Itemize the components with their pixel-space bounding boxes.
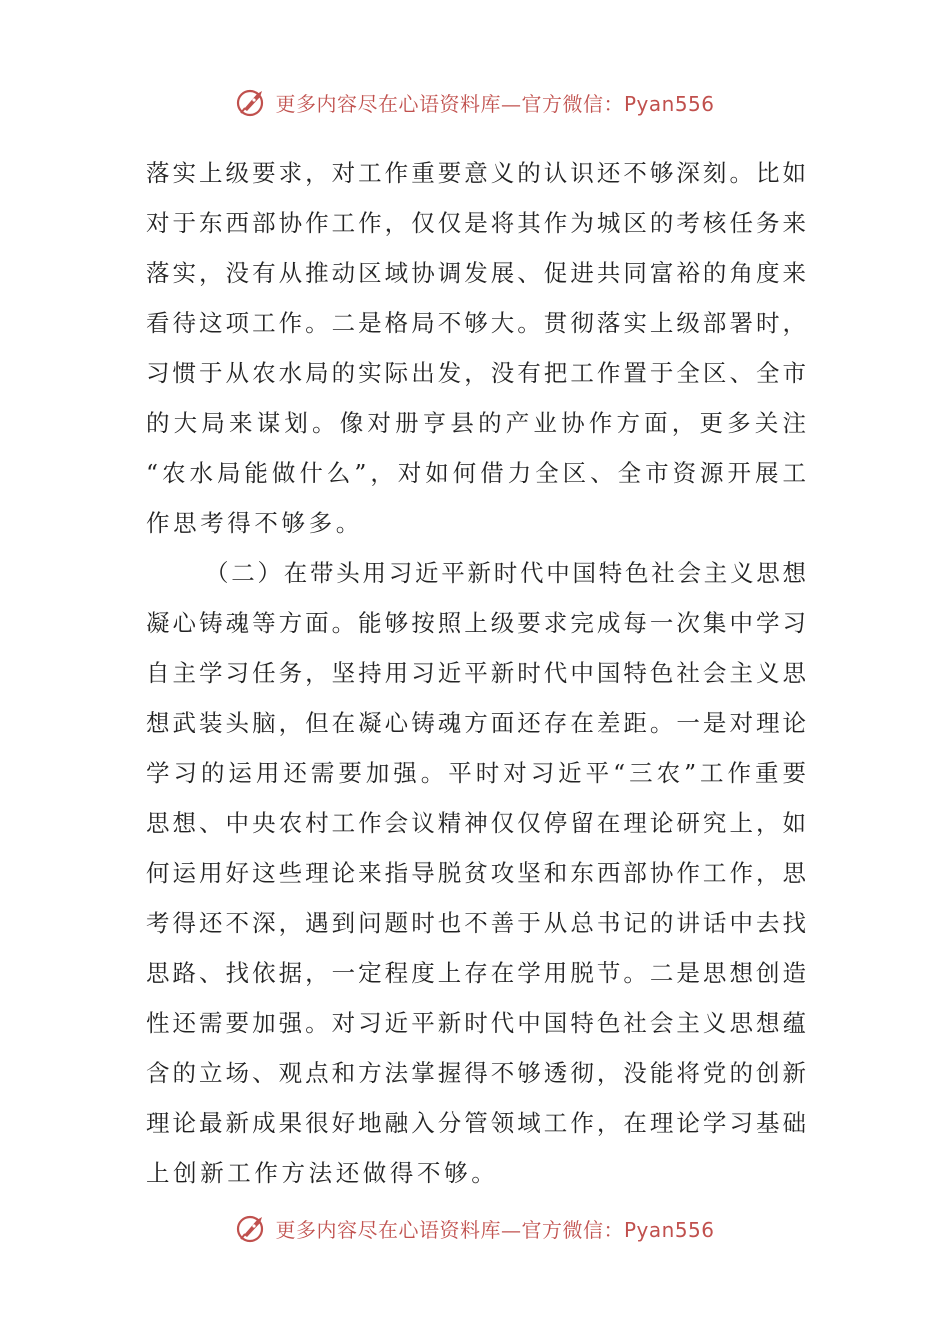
paragraph [146,548,806,1198]
text-line: 落实，没有从推动区域协调发展、促进共同富裕的角度来 [146,259,806,287]
text-line: 思路、找依据，一定程度上存在学用脱节。二是思想创造 [146,959,806,987]
text-line: 作思考得不够多。 [146,509,363,537]
text-line: 性还需要加强。对习近平新时代中国特色社会主义思想蕴 [146,1009,806,1037]
text-line: 习惯于从农水局的实际出发，没有把工作置于全区、全市 [146,359,806,387]
paragraph [146,148,806,548]
footer-banner [0,1208,950,1248]
text-line: 含的立场、观点和方法掌握得不够透彻，没能将党的创新 [146,1059,806,1087]
text-line: 考得还不深，遇到问题时也不善于从总书记的讲话中去找 [146,909,806,937]
text-line: 思想、中央农村工作会议精神仅仅停留在理论研究上，如 [146,809,806,837]
text-line: 想武装头脑，但在凝心铸魂方面还存在差距。一是对理论 [146,709,806,737]
text-line: 自主学习任务，坚持用习近平新时代中国特色社会主义思 [146,659,806,687]
header-banner [0,82,950,122]
pen-nib-logo-icon [235,1211,269,1245]
header-banner-text: 更多内容尽在心语资料库—官方微信：Pyan556 [275,91,715,116]
pen-nib-logo-icon [235,85,269,119]
text-line: 的大局来谋划。像对册亨县的产业协作方面，更多关注 [146,409,806,437]
text-line: 落实上级要求，对工作重要意义的认识还不够深刻。比如 [146,159,806,187]
text-line: 上创新工作方法还做得不够。 [146,1159,499,1187]
text-line: 学习的运用还需要加强。平时对习近平“三农”工作重要 [146,759,806,787]
footer-banner-text: 更多内容尽在心语资料库—官方微信：Pyan556 [275,1217,715,1242]
text-line: 理论最新成果很好地融入分管领域工作，在理论学习基础 [146,1109,806,1137]
text-line: 看待这项工作。二是格局不够大。贯彻落实上级部署时， [146,309,806,337]
text-line: 何运用好这些理论来指导脱贫攻坚和东西部协作工作，思 [146,859,806,887]
text-line: 凝心铸魂等方面。能够按照上级要求完成每一次集中学习 [146,609,806,637]
text-line: 对于东西部协作工作，仅仅是将其作为城区的考核任务来 [146,209,806,237]
footer-wechat-id: Pyan556 [623,1217,715,1242]
document-body [146,148,806,1198]
section-heading-line: （二）在带头用习近平新时代中国特色社会主义思想 [205,559,806,587]
header-wechat-id: Pyan556 [623,91,715,116]
text-line: “农水局能做什么”，对如何借力全区、全市资源开展工 [146,459,806,487]
